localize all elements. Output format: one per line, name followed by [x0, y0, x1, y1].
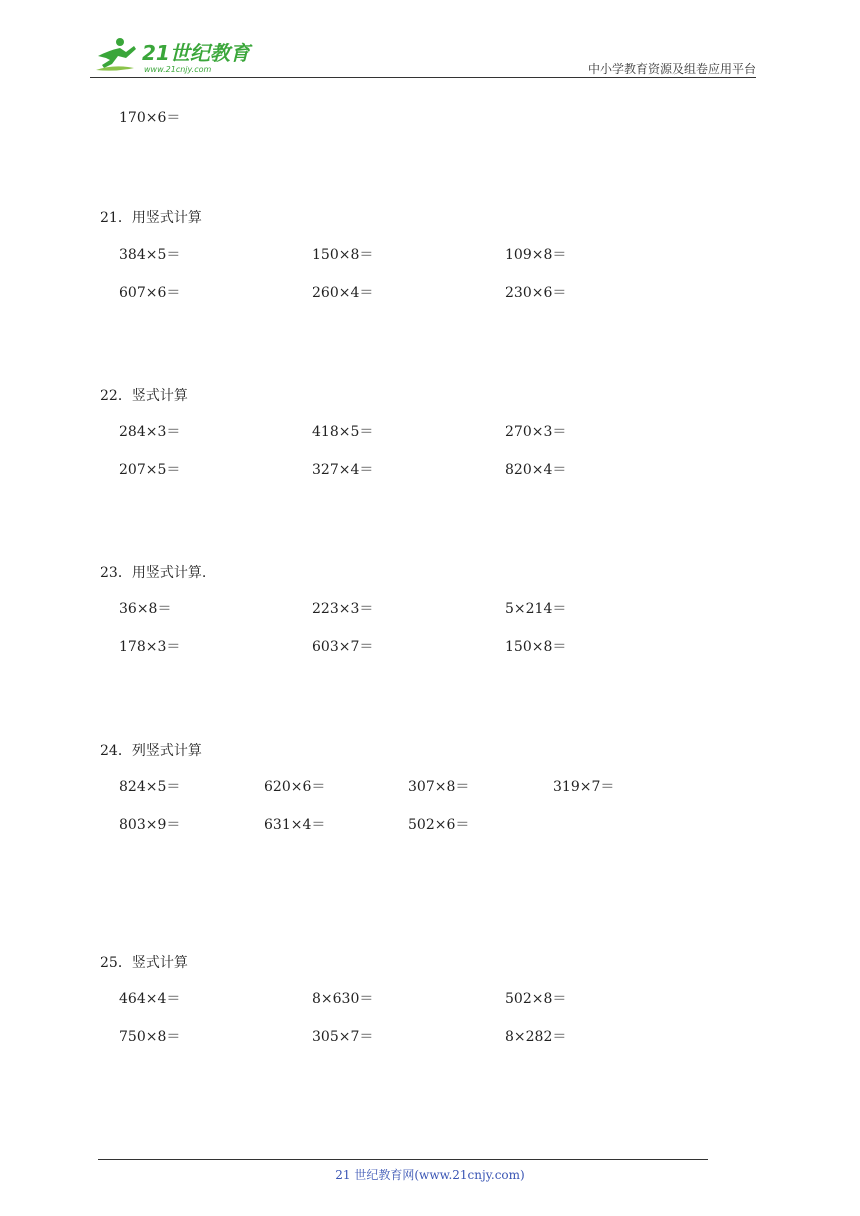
exercise: 502×6＝: [408, 817, 470, 833]
header-divider: [90, 77, 756, 78]
exercise: 307×8＝: [408, 779, 470, 795]
footer-divider: [98, 1159, 708, 1160]
question-25-title: 25．竖式计算: [100, 955, 188, 971]
footer-text: 21 世纪教育网(www.21cnjy.com): [335, 1168, 525, 1182]
exercise: 223×3＝: [312, 601, 374, 617]
question-24-title: 24．列竖式计算: [100, 743, 202, 759]
exercise: 750×8＝: [119, 1029, 181, 1045]
exercise: 803×9＝: [119, 817, 181, 833]
exercise: 620×6＝: [264, 779, 326, 795]
exercise: 820×4＝: [505, 462, 567, 478]
exercise: 207×5＝: [119, 462, 181, 478]
exercise: 824×5＝: [119, 779, 181, 795]
svg-text:www.21cnjy.com: www.21cnjy.com: [144, 65, 212, 74]
question-22-title: 22．竖式计算: [100, 388, 188, 404]
exercise: 319×7＝: [553, 779, 615, 795]
exercise: 631×4＝: [264, 817, 326, 833]
logo: [90, 34, 260, 74]
exercise: 230×6＝: [505, 285, 567, 301]
exercise: 109×8＝: [505, 247, 567, 263]
exercise: 603×7＝: [312, 639, 374, 655]
exercise: 464×4＝: [119, 991, 181, 1007]
exercise: 178×3＝: [119, 639, 181, 655]
exercise: 36×8＝: [119, 601, 172, 617]
exercise: 8×630＝: [312, 991, 374, 1007]
exercise: 8×282＝: [505, 1029, 567, 1045]
exercise: 327×4＝: [312, 462, 374, 478]
exercise: 502×8＝: [505, 991, 567, 1007]
svg-text:21世纪教育: 21世纪教育: [142, 41, 250, 65]
exercise: 270×3＝: [505, 424, 567, 440]
exercise: 150×8＝: [312, 247, 374, 263]
runner-icon: [96, 38, 136, 71]
exercise: 305×7＝: [312, 1029, 374, 1045]
platform-name: 中小学教育资源及组卷应用平台: [587, 62, 756, 76]
exercise: 260×4＝: [312, 285, 374, 301]
exercise: 418×5＝: [312, 424, 374, 440]
exercise: 150×8＝: [505, 639, 567, 655]
exercise: 284×3＝: [119, 424, 181, 440]
exercise: 5×214＝: [505, 601, 567, 617]
exercise: 170×6＝: [119, 110, 181, 126]
page-header: [90, 30, 756, 78]
exercise: 384×5＝: [119, 247, 181, 263]
question-21-title: 21．用竖式计算: [100, 210, 202, 226]
question-23-title: 23．用竖式计算.: [100, 565, 207, 581]
exercise: 607×6＝: [119, 285, 181, 301]
